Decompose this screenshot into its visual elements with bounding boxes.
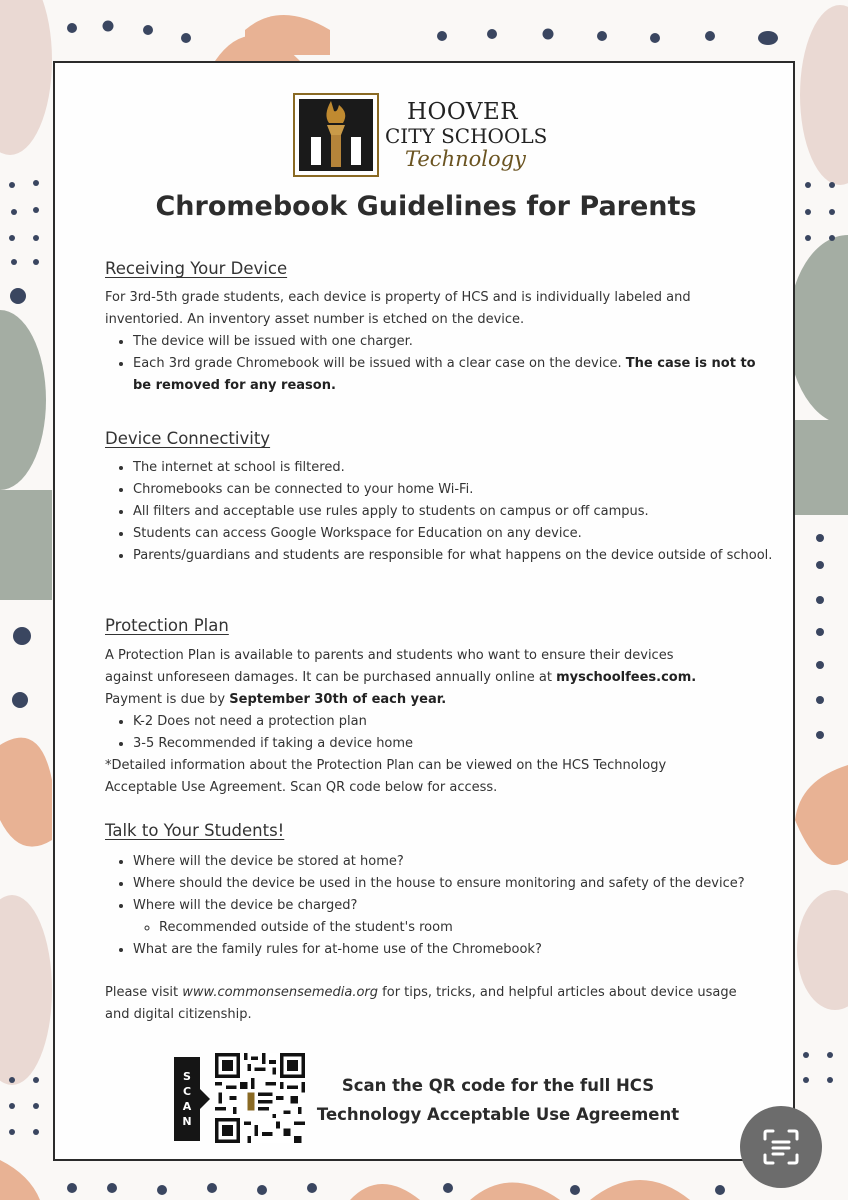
payment-due-label: Payment is due by: [105, 692, 230, 707]
protection-note-line2: Acceptable Use Agreement. Scan QR code below for access.: [105, 780, 498, 795]
connectivity-heading: Device Connectivity: [105, 429, 271, 448]
peach-shape: [0, 1160, 40, 1200]
commonsensemedia-link: www.commonsensemedia.org: [182, 985, 379, 1000]
scan-letter: A: [182, 1100, 192, 1113]
sage-shape: [788, 235, 848, 425]
receiving-paragraph-line2: inventoried. An inventory asset number is etched on the device.: [105, 312, 525, 327]
logo-hoover: HOOVER: [407, 99, 519, 125]
receiving-bullet-charger: • The device will be issued with one charger.: [133, 331, 773, 353]
protection-paragraph: [105, 645, 745, 711]
connectivity-bullet: • Students can access Google Workspace for Education on any device.: [133, 523, 773, 545]
qr-code[interactable]: [215, 1053, 305, 1143]
visit-paragraph: [105, 982, 745, 1026]
peach-shape: [245, 15, 330, 55]
protection-heading: Protection Plan: [105, 616, 229, 635]
protection-line2: [105, 667, 745, 689]
payment-due-date: September 30th of each year.: [229, 692, 447, 707]
connectivity-bullet: • All filters and acceptable use rules apply to students on campus or off campus.: [133, 501, 773, 523]
hcs-technology-logo: [293, 93, 553, 189]
talk-bullet: [133, 895, 773, 939]
talk-heading: Talk to Your Students!: [105, 821, 285, 840]
peach-shape: [470, 1183, 560, 1200]
scan-tag: [174, 1057, 200, 1141]
talk-bullet: • Where should the device be used in the house to ensure monitoring and safety of the device?: [133, 873, 773, 895]
text-scan-icon: [761, 1127, 801, 1167]
protection-line1: A Protection Plan is available to parents and students who want to ensure their devices: [105, 648, 674, 663]
scan-letter: N: [182, 1115, 192, 1128]
connectivity-list: [105, 457, 773, 567]
protection-note: [105, 755, 745, 799]
receiving-heading: Receiving Your Device: [105, 259, 288, 278]
talk-list: [105, 851, 773, 961]
connectivity-bullet: • Parents/guardians and students are responsible for what happens on the device outside of school.: [133, 545, 773, 567]
guidelines-flyer: [53, 61, 795, 1161]
visit-pre: Please visit: [105, 985, 183, 1000]
receiving-bullet-case: [133, 353, 773, 397]
sage-shape: [0, 310, 46, 490]
protection-line2-text: against unforeseen damages. It can be purchased annually online at: [105, 670, 557, 685]
scan-cta: [308, 1071, 688, 1129]
scan-cta-line1: Scan the QR code for the full HCS: [341, 1076, 655, 1095]
protection-bullet: • 3-5 Recommended if taking a device home: [133, 733, 773, 755]
protection-line3: [105, 689, 745, 711]
blush-shape: [797, 890, 848, 1010]
peach-shape: [0, 738, 52, 847]
talk-bullet-text: Where will the device be charged?: [133, 898, 358, 913]
scan-cta-line2: Technology Acceptable Use Agreement: [316, 1105, 680, 1124]
scan-arrow-icon: [200, 1089, 210, 1109]
myschoolfees-link: myschoolfees.com.: [556, 670, 697, 685]
protection-note-line1: *Detailed information about the Protection Plan can be viewed on the HCS Technology: [105, 758, 667, 773]
talk-bullet: • Where will the device be stored at home?: [133, 851, 773, 873]
talk-bullet: • What are the family rules for at-home use of the Chromebook?: [133, 939, 773, 961]
sage-shape: [0, 490, 52, 600]
logo-technology: Technology: [405, 147, 526, 171]
visit-post: for tips, tricks, and helpful articles about device usage and digital citizenship.: [105, 985, 737, 1022]
connectivity-bullet: • The internet at school is filtered.: [133, 457, 773, 479]
logo-city-schools: CITY SCHOOLS: [385, 124, 548, 148]
sage-shape: [795, 420, 848, 515]
protection-list: [105, 711, 773, 755]
logo-wordmark: [385, 99, 555, 171]
blush-shape: [0, 0, 52, 155]
receiving-list: [105, 331, 773, 397]
scan-letter: C: [182, 1085, 192, 1098]
peach-shape: [350, 1184, 420, 1200]
receiving-paragraph: [105, 287, 745, 331]
connectivity-bullet: • Chromebooks can be connected to your home Wi-Fi.: [133, 479, 773, 501]
protection-bullet: • K-2 Does not need a protection plan: [133, 711, 773, 733]
blush-shape: [800, 5, 848, 185]
talk-sublist: [133, 917, 773, 939]
talk-sub-bullet: ◦ Recommended outside of the student's room: [159, 917, 773, 939]
peach-shape: [590, 1180, 690, 1200]
peach-shape: [795, 765, 848, 865]
case-text: Each 3rd grade Chromebook will be issued with a clear case on the device.: [133, 356, 626, 371]
receiving-paragraph-line1: For 3rd-5th grade students, each device is property of HCS and is individually labeled and: [105, 290, 691, 305]
text-scan-button[interactable]: [740, 1106, 822, 1188]
torch-emblem-icon: [293, 93, 379, 177]
blush-shape: [0, 895, 52, 1085]
scan-letter: S: [183, 1070, 191, 1083]
page-title: Chromebook Guidelines for Parents: [155, 191, 697, 222]
case-warning: The case is not to be removed for any reason.: [133, 356, 756, 393]
